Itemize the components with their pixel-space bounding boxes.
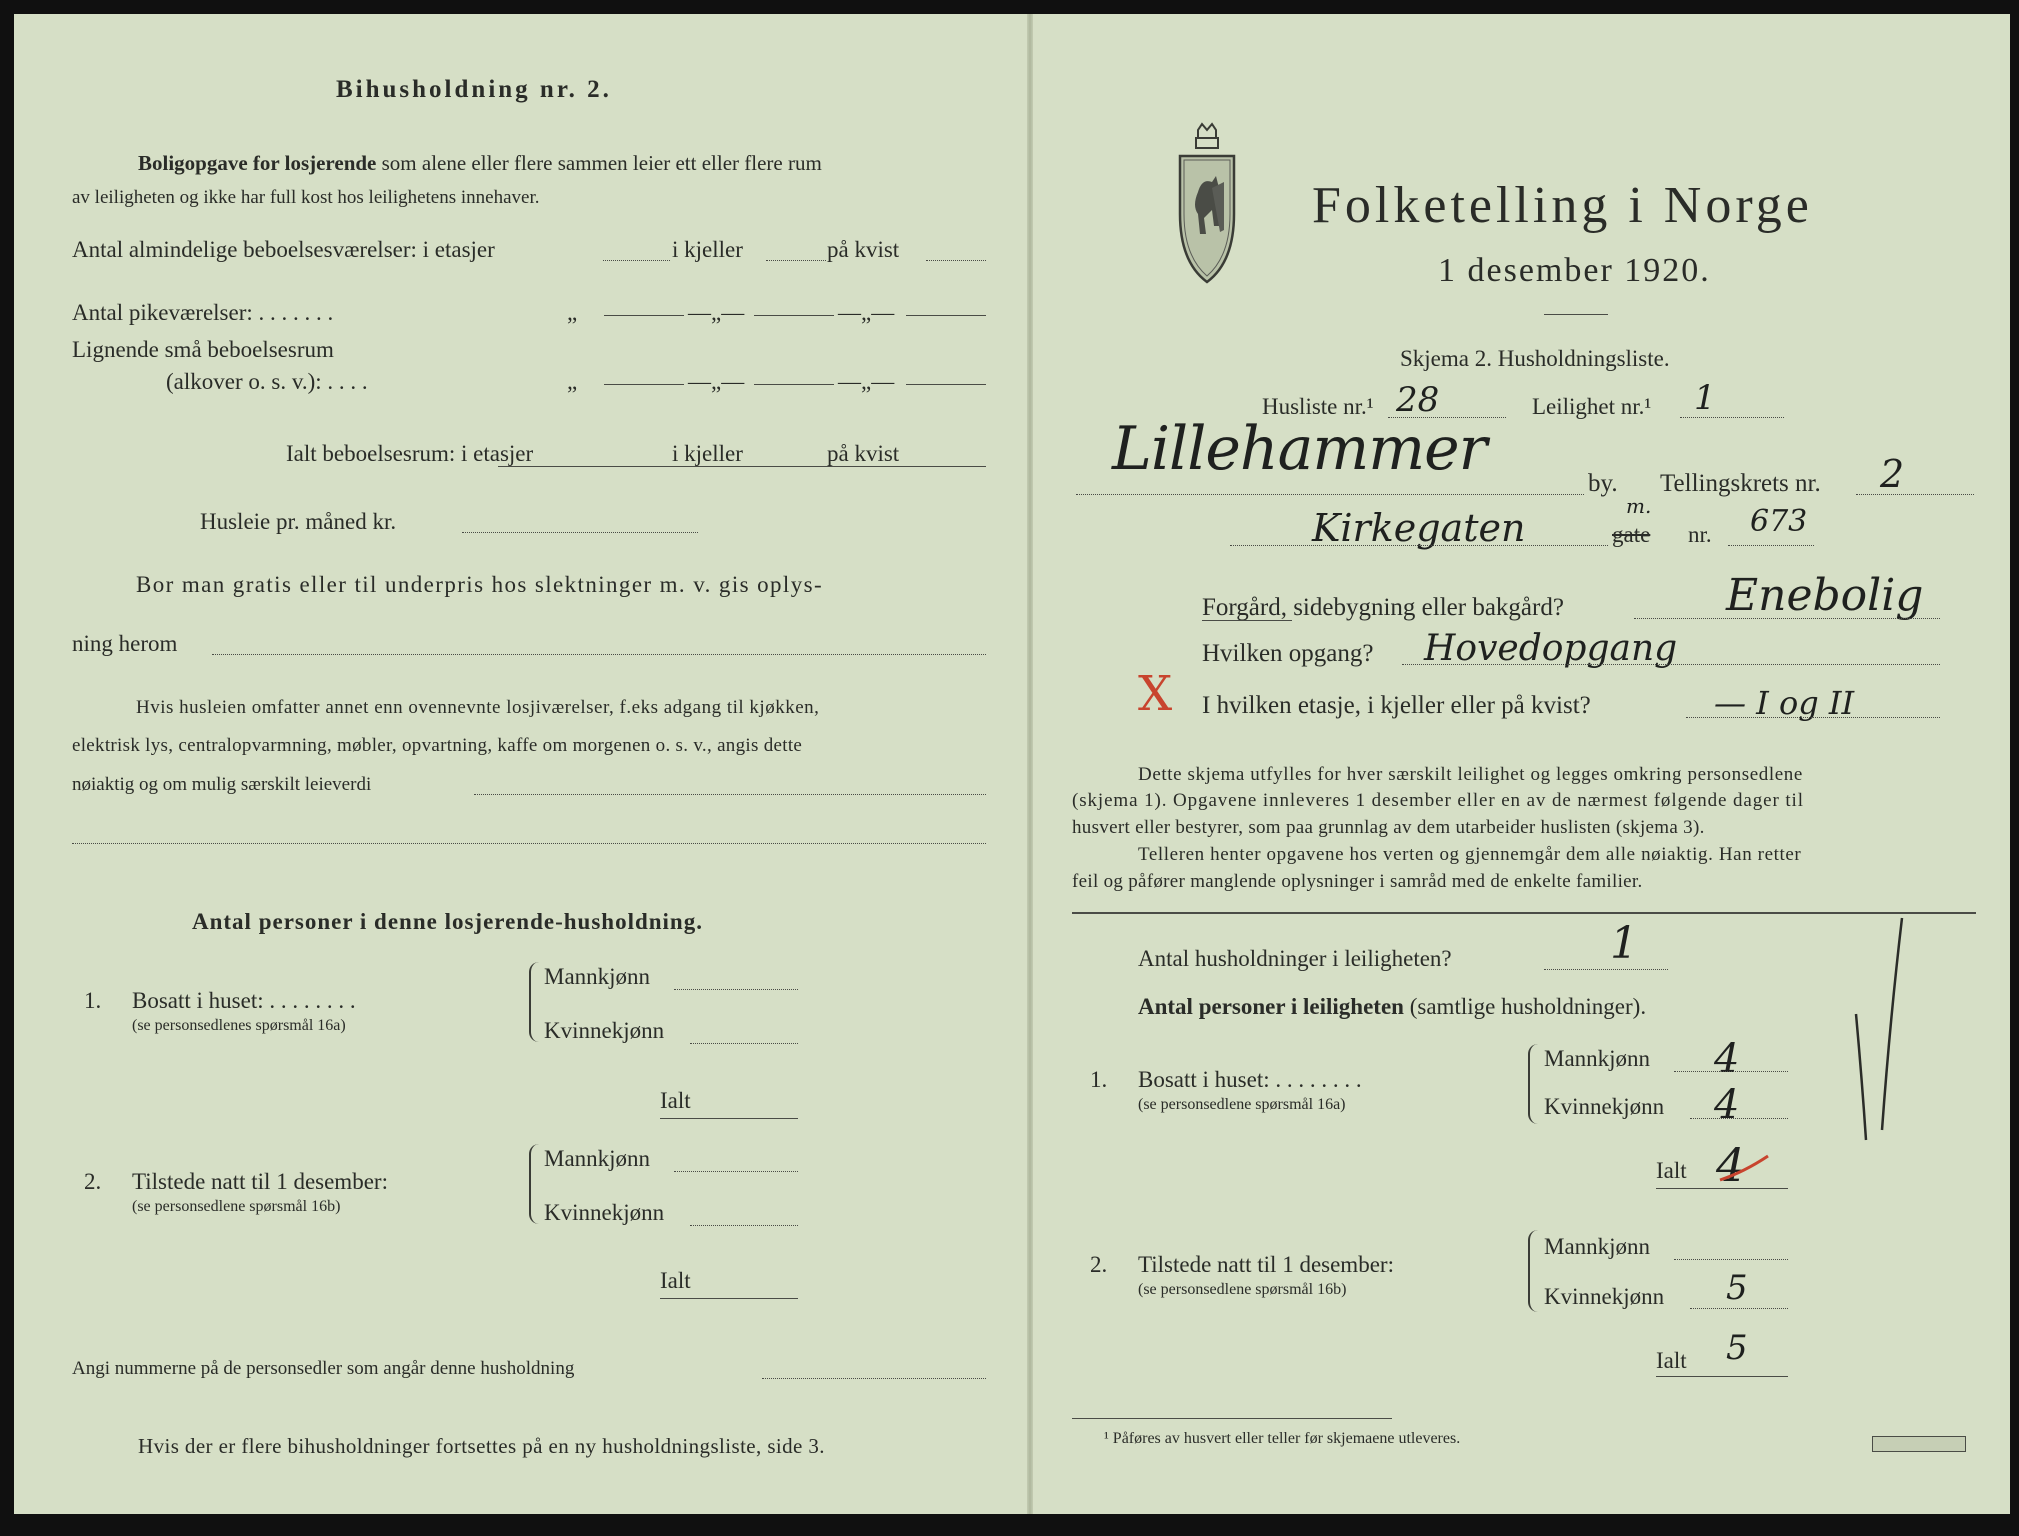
opgang-label: Hvilken opgang? [1202,640,1374,667]
opgang-value: Hovedopgang [1424,628,1678,669]
left-q2-mann-line [674,1171,798,1172]
right-q1-mann-value: 4 [1714,1036,1740,1082]
left-q1-ialt-label: Ialt [660,1088,691,1113]
right-persons-heading: Antal personer i leiligheten (samtlige husholdninger). [1138,994,1647,1019]
hvis-line [474,794,986,795]
census-form-sheet [14,14,2010,1514]
lignende-ditto-3: —„— [838,369,895,394]
left-heading: Bihusholdning nr. 2. [336,76,612,103]
pike-ditto-1: „ [567,300,578,325]
left-q1-kvinne-line [690,1043,798,1044]
hvis-line-3: nøiaktig og om mulig særskilt leieverdi [72,774,372,795]
angi-line [762,1378,986,1379]
left-q1-sub: (se personsedlenes spørsmål 16a) [132,1017,346,1034]
right-q1-kvinne-label: Kvinnekjønn [1544,1094,1665,1119]
ialt-rooms-label: Ialt beboelsesrum: i etasjer [286,441,534,466]
bor-line-2: ning herom [72,631,178,656]
nr-label: nr. [1688,522,1712,547]
right-q2-mann-line [1674,1259,1788,1260]
lignende-ditto-2: —„— [688,369,745,394]
pike-line-3 [906,315,986,316]
right-q2-brace [1528,1230,1540,1312]
by-label: by. [1588,470,1618,497]
left-q1-kvinne-label: Kvinnekjønn [544,1018,665,1043]
red-correction-mark [1714,1150,1774,1190]
left-q2-kvinne-label: Kvinnekjønn [544,1200,665,1225]
printer-stamp [1872,1436,1966,1452]
coat-of-arms-icon [1176,122,1238,286]
rooms-label: Antal almindelige beboelsesværelser: i etasjer [72,237,495,262]
lignende-line-3 [906,384,986,385]
left-q2-ialt-line [660,1298,798,1299]
bor-line-1: Bor man gratis eller til underpris hos slektninger m. v. gis oplys- [136,572,824,597]
right-q1-kvinne-line [1690,1118,1788,1119]
households-value: 1 [1610,918,1638,969]
gate-label: gate [1612,522,1651,547]
households-line [1544,969,1668,970]
etasje-value: — I og II [1714,684,1855,722]
forgaard-value: Enebolig [1726,570,1924,621]
info-line-2: (skjema 1). Opgavene innleveres 1 desember eller en av de nærmest følgende dager til [1072,790,1804,811]
footnote-rule [1072,1418,1392,1419]
left-persons-heading: Antal personer i denne losjerende-husholdning. [192,909,703,934]
lignende-line-1 [604,384,684,385]
lignende-label-2: (alkover o. s. v.): . . . . [166,369,368,394]
husleie-label: Husleie pr. måned kr. [200,509,397,534]
street-line [1230,545,1608,546]
form-date: 1 desember 1920. [1438,252,1711,289]
info-rule [1072,912,1976,914]
husleie-line [462,532,698,533]
left-q1-mann-label: Mannkjønn [544,964,651,989]
nr-line [1728,545,1814,546]
info-line-5: feil og påfører manglende oplysninger i samråd med de enkelte familier. [1072,871,1643,892]
left-q2-brace [529,1144,541,1224]
right-q2-label: Tilstede natt til 1 desember: [1138,1252,1394,1277]
rooms-kjeller-label: i kjeller [672,237,743,262]
krets-line [1856,494,1974,495]
intro-line-1: Boligopgave for losjerende som alene eller flere sammen leier ett eller flere rum [138,151,822,175]
rooms-kvist-label: på kvist [827,237,900,262]
info-line-3: husvert eller bestyrer, som paa grunnlag av dem utarbeider huslisten (skjema 3). [1072,817,1705,838]
right-q1-kvinne-value: 4 [1714,1082,1740,1128]
right-footnote: ¹ Påføres av husvert eller teller før skjemaene utleveres. [1104,1430,1461,1447]
right-q1-label: Bosatt i huset: . . . . . . . . [1138,1067,1362,1092]
husliste-value: 28 [1396,380,1440,420]
forgaard-underline [1202,620,1292,621]
left-q2-mann-label: Mannkjønn [544,1146,651,1171]
left-q1-mann-line [674,989,798,990]
pike-line-1 [604,315,684,316]
right-q1-sub: (se personsedlene spørsmål 16a) [1138,1096,1346,1113]
krets-label: Tellingskrets nr. [1660,470,1821,497]
street-value: Kirkegaten [1312,506,1526,550]
leilighet-label: Leilighet nr.¹ [1532,394,1652,419]
ialt-kvist-label: på kvist [827,441,900,466]
right-q2-ialt-label: Ialt [1656,1348,1687,1373]
right-q2-sub: (se personsedlene spørsmål 16b) [1138,1281,1347,1298]
pike-ditto-3: —„— [838,300,895,325]
households-label: Antal husholdninger i leiligheten? [1138,946,1452,971]
lignende-line-2 [754,384,834,385]
etasje-line [1686,717,1940,718]
gate-insert: m. [1626,494,1652,518]
left-footer: Hvis der er flere bihusholdninger fortsettes på en ny husholdningsliste, side 3. [138,1434,825,1458]
right-q2-num: 2. [1090,1252,1108,1277]
left-q2-sub: (se personsedlene spørsmål 16b) [132,1198,341,1215]
right-q2-kvinne-line [1690,1308,1788,1309]
red-x-mark: X [1138,666,1173,722]
right-q2-ialt-line [1656,1376,1788,1377]
left-q1-ialt-line [660,1118,798,1119]
lignende-label-1: Lignende små beboelsesrum [72,337,334,362]
hvis-line-2: elektrisk lys, centralopvarmning, møbler, opvartning, kaffe om morgenen o. s. v., angis dette [72,735,803,756]
skjema-label: Skjema 2. Husholdningsliste. [1400,346,1670,371]
angi-label: Angi nummerne på de personsedler som angår denne husholdning [72,1358,575,1379]
right-q1-ialt-label: Ialt [1656,1158,1687,1183]
right-q1-mann-line [1674,1071,1788,1072]
left-q1-brace [529,962,541,1042]
right-q1-ialt-line [1656,1188,1788,1189]
rooms-kjeller-line [766,260,826,261]
page-fold [1027,14,1033,1514]
right-q2-ialt-value: 5 [1726,1328,1748,1368]
pencil-tally-mark [1842,910,1922,1150]
left-q2-kvinne-line [690,1225,798,1226]
left-q2-num: 2. [84,1169,102,1194]
left-q1-label: Bosatt i huset: . . . . . . . . [132,988,356,1013]
right-q1-num: 1. [1090,1067,1108,1092]
pike-line-2 [754,315,834,316]
title-rule [1544,314,1608,315]
info-line-1: Dette skjema utfylles for hver særskilt leilighet og legges omkring personsedlene [1138,764,1803,785]
leilighet-line [1680,417,1784,418]
right-q2-mann-label: Mannkjønn [1544,1234,1651,1259]
right-q1-brace [1528,1044,1540,1124]
right-q1-ialt-value: 4 [1716,1138,1746,1192]
hvis-blank-line [72,843,986,844]
etasje-label: I hvilken etasje, i kjeller eller på kvist? [1202,692,1591,719]
left-q1-num: 1. [84,988,102,1013]
forgaard-label: Forgård, sidebygning eller bakgård? [1202,594,1564,621]
by-line [1076,494,1584,495]
rooms-etasjer-line [603,260,670,261]
form-title: Folketelling i Norge [1312,177,1813,234]
hvis-line-1: Hvis husleien omfatter annet enn ovennevnte losjiværelser, f.eks adgang til kjøkken, [136,697,820,718]
info-line-4: Telleren henter opgavene hos verten og gjennemgår dem alle nøiaktig. Han retter [1138,844,1802,865]
husliste-label: Husliste nr.¹ [1262,394,1374,419]
left-q2-ialt-label: Ialt [660,1268,691,1293]
intro-line-2: av leiligheten og ikke har full kost hos leilighetens innehaver. [72,187,540,208]
forgaard-line [1634,618,1940,619]
pike-ditto-2: —„— [688,300,745,325]
right-q1-mann-label: Mannkjønn [1544,1046,1651,1071]
lignende-ditto-1: „ [567,369,578,394]
by-value: Lillehammer [1112,414,1487,484]
left-q2-label: Tilstede natt til 1 desember: [132,1169,388,1194]
krets-value: 2 [1880,452,1905,496]
leilighet-value: 1 [1694,378,1716,418]
right-q2-kvinne-label: Kvinnekjønn [1544,1284,1665,1309]
bor-line [212,654,986,655]
opgang-line [1402,664,1940,665]
right-q2-kvinne-value: 5 [1726,1268,1748,1308]
ialt-kjeller-label: i kjeller [672,441,743,466]
pike-label: Antal pikeværelser: . . . . . . . [72,300,334,325]
rooms-kvist-line [926,260,986,261]
nr-value: 673 [1750,504,1808,539]
